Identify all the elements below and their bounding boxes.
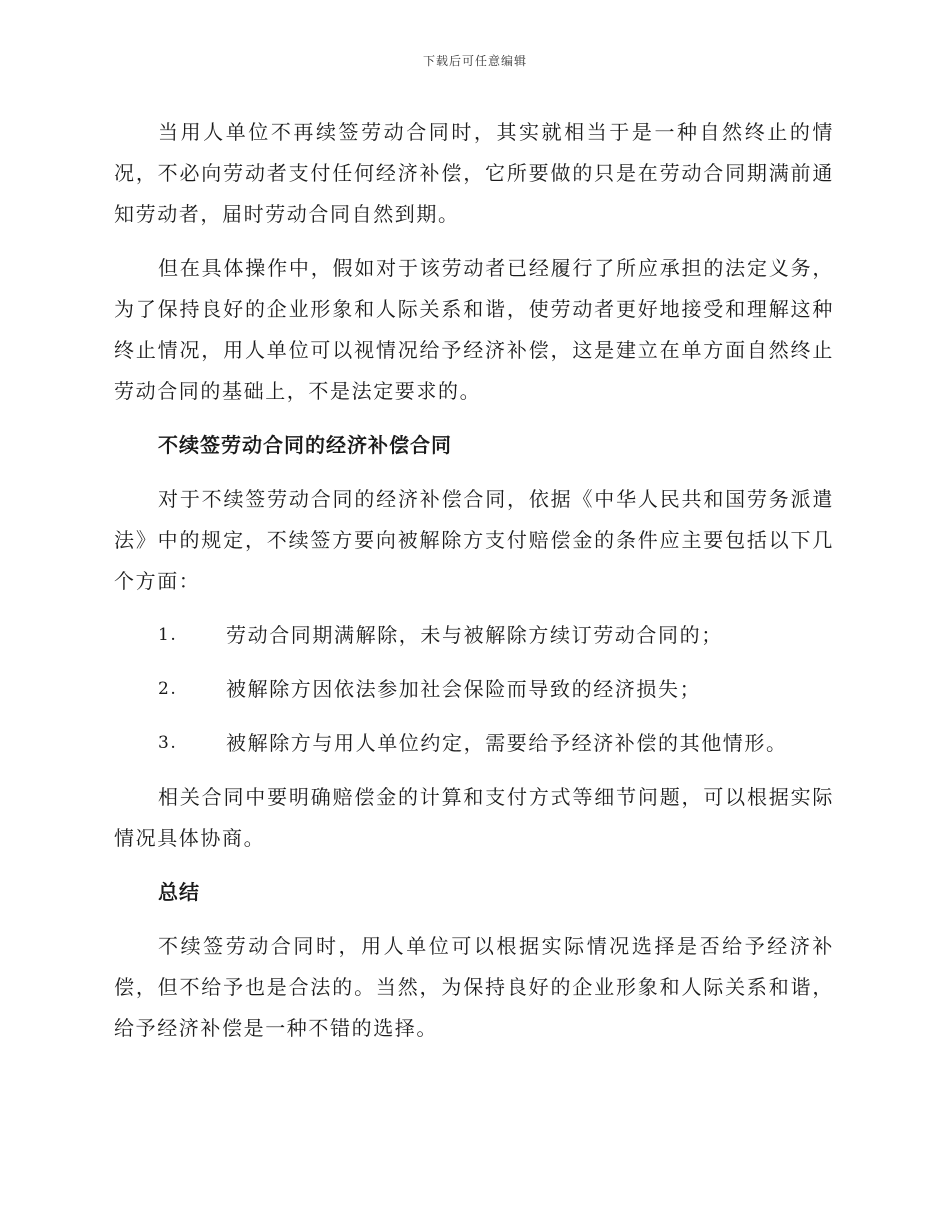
paragraph-summary: 不续签劳动合同时，用人单位可以根据实际情况选择是否给予经济补偿，但不给予也是合法的。当然，为保持良好的企业形象和人际关系和谐，给予经济补偿是一种不错的选择。 (114, 934, 834, 1040)
list-item (114, 669, 834, 710)
paragraph-compensation-conditions: 对于不续签劳动合同的经济补偿合同，依据《中华人民共和国劳务派遣法》中的规定，不续签方要向被解除方支付赔偿金的条件应主要包括以下几个方面： (114, 487, 834, 593)
page-header: 下载后可任意编辑 (422, 54, 527, 68)
list-item-text: 被解除方与用人单位约定，需要给予经济补偿的其他情形。 (226, 731, 788, 755)
paragraph-natural-termination: 当用人单位不再续签劳动合同时，其实就相当于是一种自然终止的情况，不必向劳动者支付任何经济补偿，它所要做的只是在劳动合同期满前通知劳动者，届时劳动合同自然到期。 (114, 120, 834, 226)
paragraph-practical-operation: 但在具体操作中，假如对于该劳动者已经履行了所应承担的法定义务，为了保持良好的企业形象和人际关系和谐，使劳动者更好地接受和理解这种终止情况，用人单位可以视情况给予经济补偿，这是建立在单方面自然终止劳动合同的基础上，不是法定要求的。 (114, 256, 834, 403)
document-body (114, 112, 834, 1049)
section-heading-summary: 总结 (158, 880, 200, 904)
list-item-number: 2. (158, 679, 178, 699)
list-item-text: 劳动合同期满解除，未与被解除方续订劳动合同的； (226, 623, 723, 647)
paragraph-contract-details: 相关合同中要明确赔偿金的计算和支付方式等细节问题，可以根据实际情况具体协商。 (114, 785, 834, 850)
list-item (114, 723, 834, 764)
list-item-number: 1. (158, 625, 178, 645)
list-item (114, 615, 834, 656)
list-item-text: 被解除方因依法参加社会保险而导致的经济损失； (226, 677, 702, 701)
section-heading-compensation-contract: 不续签劳动合同的经济补偿合同 (158, 433, 452, 457)
list-item-number: 3. (158, 733, 178, 753)
